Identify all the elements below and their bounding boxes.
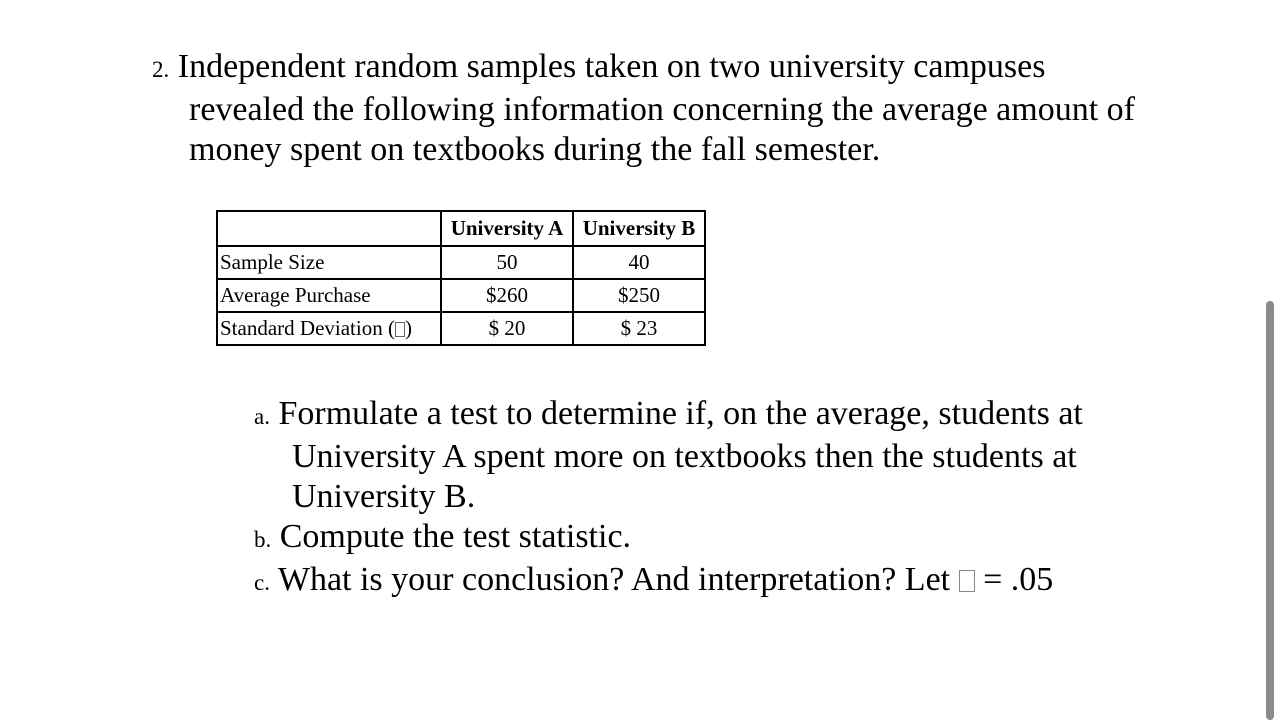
part-a-line-3 bbox=[254, 477, 1154, 517]
part-c-letter: c. bbox=[254, 570, 270, 595]
cell-average-purchase-b: $250 bbox=[573, 279, 705, 312]
question-line-2 bbox=[152, 90, 1192, 130]
table-header-university-b: University B bbox=[573, 211, 705, 246]
missing-glyph-icon bbox=[395, 322, 405, 337]
part-a-text-line-3: University B. bbox=[292, 478, 476, 515]
part-a-text-line-1: Formulate a test to determine if, on the average, students at bbox=[278, 395, 1083, 432]
vertical-scrollbar[interactable] bbox=[1266, 301, 1274, 720]
table-row bbox=[217, 246, 705, 279]
part-b-letter: b. bbox=[254, 527, 272, 552]
data-table bbox=[216, 210, 706, 346]
cell-average-purchase-a: $260 bbox=[441, 279, 573, 312]
part-b-text: Compute the test statistic. bbox=[279, 518, 632, 555]
cell-standard-deviation-a: $ 20 bbox=[441, 312, 573, 345]
part-a-letter: a. bbox=[254, 404, 270, 429]
table-header-empty bbox=[217, 211, 441, 246]
part-c-text-prefix: What is your conclusion? And interpretation? Let bbox=[277, 561, 959, 598]
table-header-row bbox=[217, 211, 705, 246]
part-b bbox=[254, 517, 1154, 560]
table-row bbox=[217, 279, 705, 312]
table-row bbox=[217, 312, 705, 345]
row-label-standard-deviation bbox=[217, 312, 441, 345]
std-dev-label-suffix: ) bbox=[404, 316, 412, 340]
cell-sample-size-b: 40 bbox=[573, 246, 705, 279]
cell-standard-deviation-b: $ 23 bbox=[573, 312, 705, 345]
question-text-line-3: money spent on textbooks during the fall semester. bbox=[189, 131, 881, 168]
part-a-line-1 bbox=[254, 394, 1154, 437]
question-parts bbox=[254, 394, 1154, 603]
part-c-text-suffix: = .05 bbox=[974, 561, 1054, 598]
part-a-text-line-2: University A spent more on textbooks then the students at bbox=[292, 438, 1077, 475]
question-text-line-2: revealed the following information concerning the average amount of bbox=[189, 91, 1135, 128]
question-line-3 bbox=[152, 130, 1192, 170]
cell-sample-size-a: 50 bbox=[441, 246, 573, 279]
missing-glyph-icon bbox=[959, 570, 975, 592]
part-c bbox=[254, 560, 1154, 603]
question-text-line-1: Independent random samples taken on two university campuses bbox=[177, 48, 1046, 85]
question-line-1 bbox=[152, 47, 1192, 90]
question-2 bbox=[152, 47, 1192, 170]
table-header-university-a: University A bbox=[441, 211, 573, 246]
row-label-sample-size: Sample Size bbox=[217, 246, 441, 279]
question-number: 2. bbox=[152, 57, 170, 82]
row-label-average-purchase: Average Purchase bbox=[217, 279, 441, 312]
part-a-line-2 bbox=[254, 437, 1154, 477]
std-dev-label-prefix: Standard Deviation ( bbox=[220, 316, 395, 340]
